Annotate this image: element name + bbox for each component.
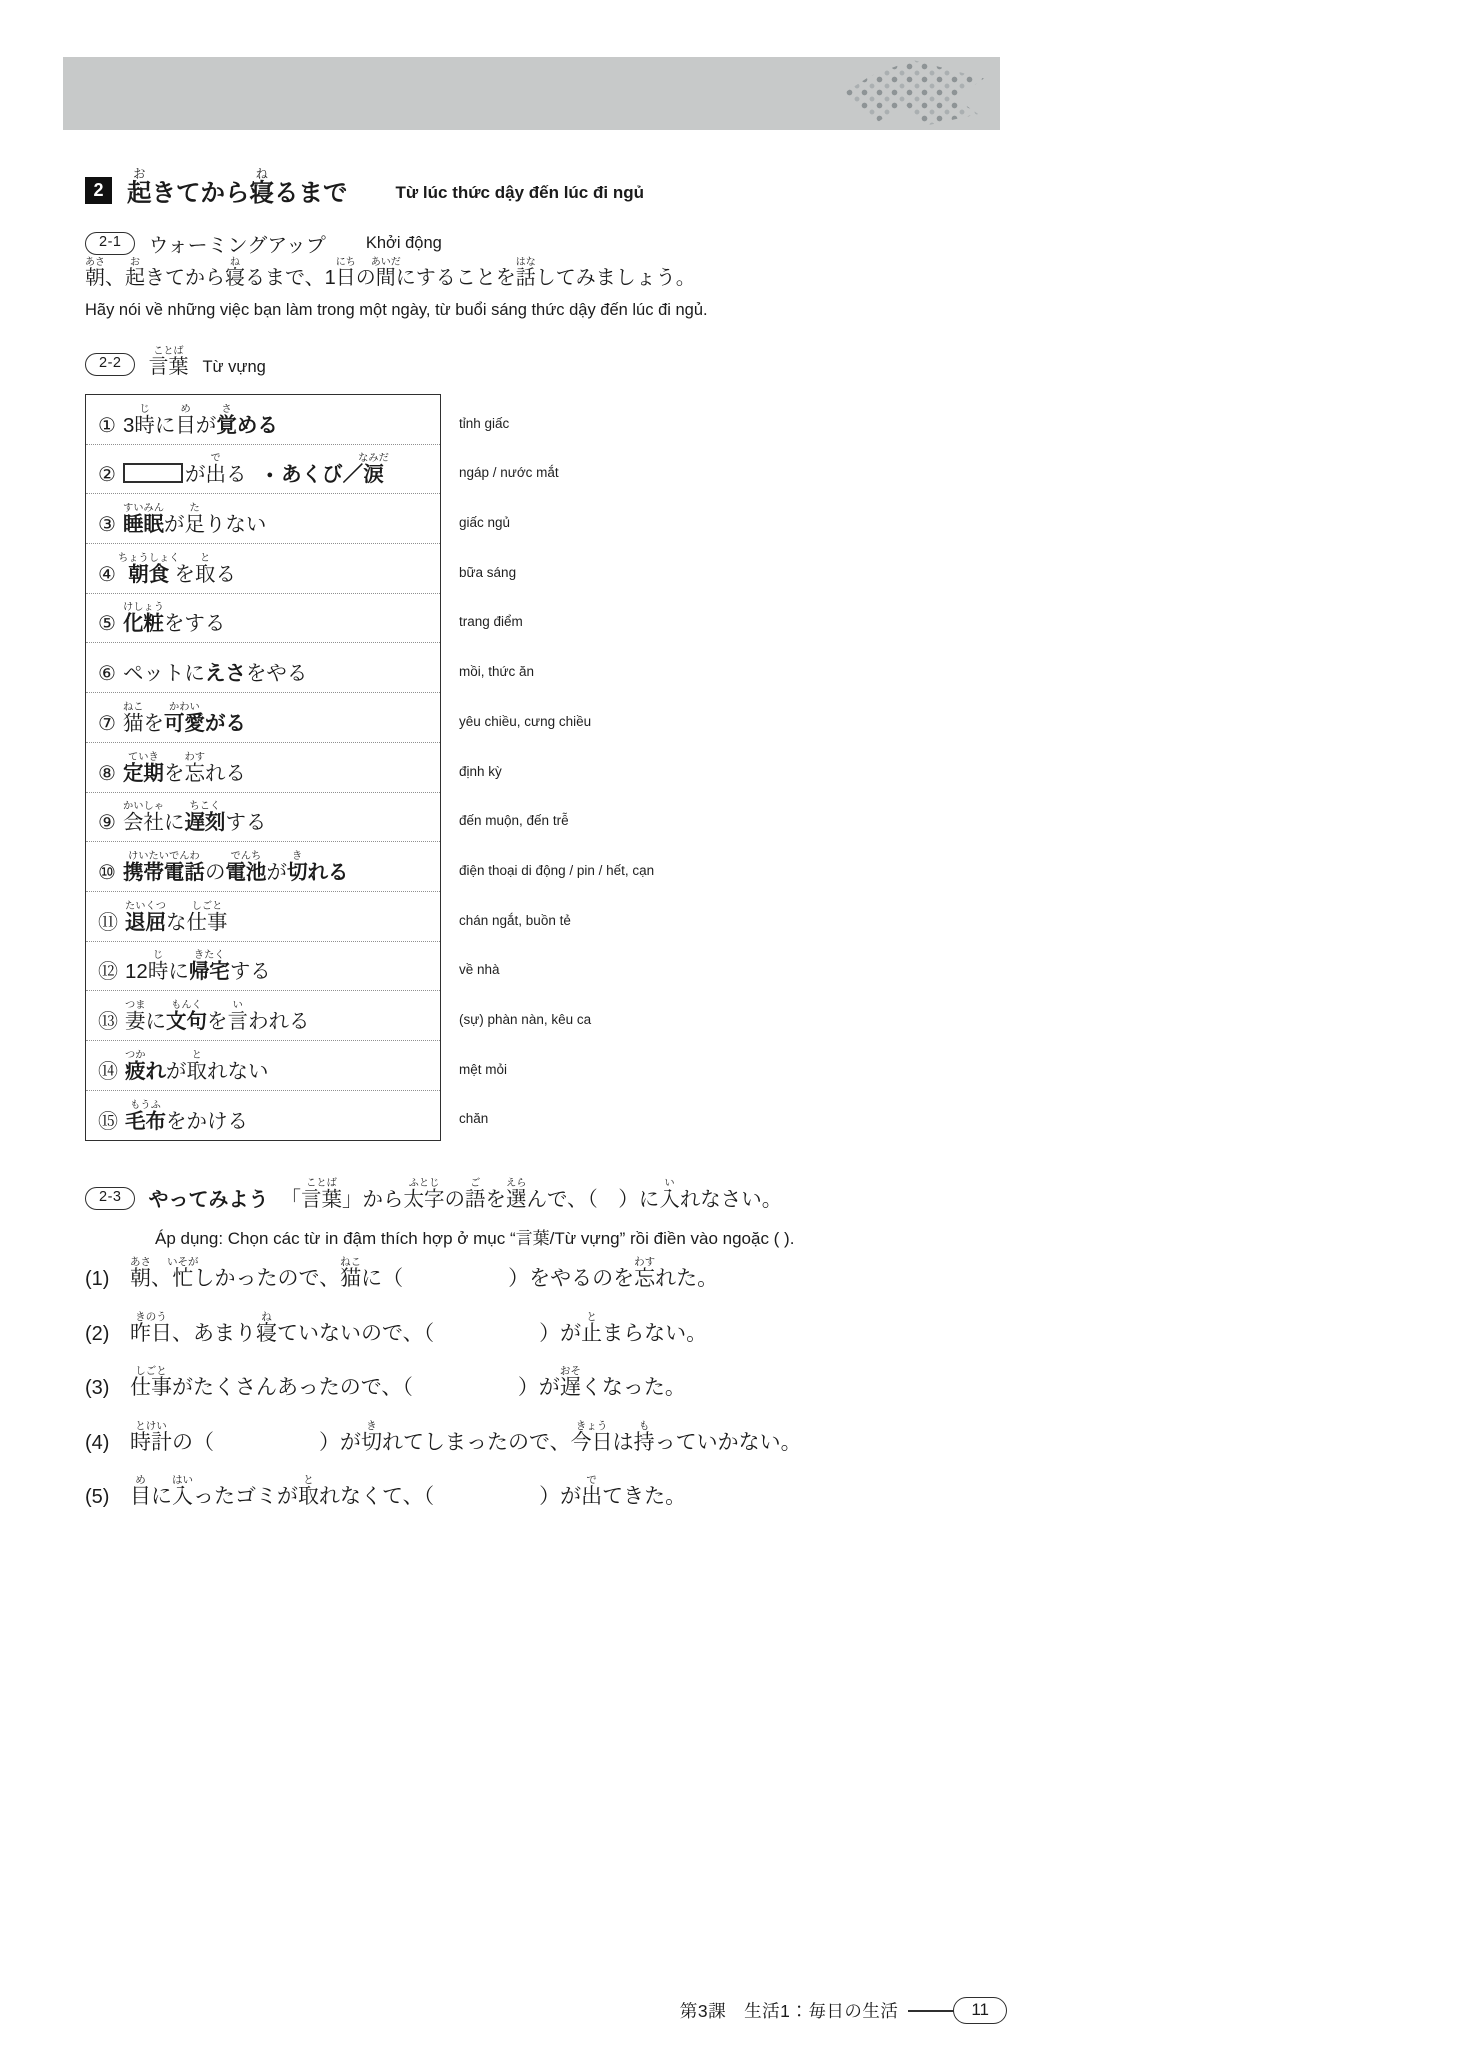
vocab-item-text: 毛布もうふをかける — [125, 1100, 248, 1134]
tag-2-2: 2-2 — [85, 353, 135, 376]
vocab-item — [86, 445, 440, 495]
footer-lesson-title: 第3課 生活1：毎日の生活 — [679, 2001, 899, 2021]
vocab-item-translation: bữa sáng — [459, 564, 517, 580]
vocab-item — [86, 594, 440, 644]
vocab-item-number: ⑤ — [98, 613, 116, 636]
vocab-item-text: 疲つかれが取とれない — [125, 1049, 269, 1083]
vocab-item-text: 12時じに帰宅きたくする — [125, 950, 271, 984]
vocab-item-text: 3時じに目めが覚さめる — [122, 403, 278, 437]
exercise-item-number: (4) — [85, 1431, 110, 1454]
vocab-item-number: ⑭ — [98, 1060, 118, 1083]
vocab-item — [86, 1091, 440, 1141]
section-number-badge: 2 — [85, 177, 112, 204]
practice-header — [85, 1178, 782, 1213]
vocab-item-translation: chăn — [459, 1111, 489, 1127]
vocab-item-translation: tỉnh giấc — [459, 415, 510, 431]
vocab-item — [86, 395, 440, 445]
vocab-item-translation: mệt mỏi — [459, 1061, 508, 1077]
exercise-list — [85, 1256, 1135, 1529]
vocab-item-number: ⑦ — [98, 712, 116, 735]
vocab-item-translation: chán ngắt, buồn tẻ — [459, 912, 571, 928]
warmup-title: ウォーミングアップ — [148, 235, 326, 257]
vocab-item-number: ⑩ — [98, 861, 116, 884]
section-title-vietnamese: Từ lúc thức dậy đến lúc đi ngủ — [395, 183, 644, 203]
vocab-header — [85, 346, 266, 379]
vocab-item-translation: về nhà — [459, 962, 500, 978]
exercise-item — [85, 1474, 1135, 1514]
header-band — [63, 57, 1000, 130]
vocab-title: 言葉ことば — [148, 346, 189, 378]
vocab-item — [86, 643, 440, 693]
vocab-item-text: 定期ていきを忘わすれる — [122, 751, 246, 785]
exercise-item-text: 時計とけいの（ ）が切きれてしまったので、今日きょうは持もっていかない。 — [130, 1419, 802, 1454]
blank-word-box — [123, 463, 183, 483]
exercise-item-number: (3) — [85, 1377, 110, 1400]
exercise-item — [85, 1365, 1135, 1405]
vocab-item-number: ③ — [98, 514, 116, 537]
practice-instruction-vi: Áp dụng: Chọn các từ in đậm thích hợp ở mục “言葉/Từ vựng” rồi điền vào ngoặc ( ). — [155, 1229, 795, 1248]
practice-title: やってみよう — [148, 1188, 269, 1211]
vocab-item — [86, 793, 440, 843]
tag-2-3: 2-3 — [85, 1187, 135, 1210]
exercise-item-text: 目めに入はいったゴミが取とれなくて、（ ）が出でてきた。 — [130, 1474, 687, 1509]
vocab-section — [85, 394, 889, 1141]
exercise-item — [85, 1420, 1135, 1460]
tag-2-1: 2-1 — [85, 232, 135, 255]
vocab-item-translation: yêu chiều, cưng chiều — [459, 713, 592, 729]
vocab-item-translation: giấc ngủ — [459, 515, 511, 531]
exercise-item — [85, 1311, 1135, 1351]
practice-instruction-jp: 「言葉ことば」から太字ふとじの語ごを選えらんで、（ ）に入いれなさい。 — [280, 1178, 783, 1211]
vocab-item — [86, 842, 440, 892]
vocab-item-number: ⑨ — [98, 812, 116, 835]
vocab-item — [86, 892, 440, 942]
vocab-item-translation: đến muộn, đến trễ — [459, 813, 569, 829]
vocab-item-number: ⑮ — [98, 1111, 118, 1134]
vocab-item — [86, 693, 440, 743]
vocab-item — [86, 991, 440, 1041]
exercise-item-text: 仕事しごとがたくさんあったので、（ ）が遅おそくなった。 — [130, 1365, 686, 1400]
vocab-item-number: ① — [98, 414, 116, 437]
vocab-item-text: 朝食ちょうしょくを取とる — [117, 552, 236, 586]
vocab-item-text: 化粧けしょうをする — [122, 602, 226, 636]
vocab-item-number: ⑪ — [98, 911, 118, 934]
exercise-item-text: 昨日きのう、あまり寝ねていないので、（ ）が止とまらない。 — [130, 1310, 708, 1345]
vocab-translations — [459, 394, 889, 1141]
vocab-item-number: ⑧ — [98, 762, 116, 785]
vocab-item — [86, 544, 440, 594]
vocab-item — [86, 1041, 440, 1091]
warmup-header — [85, 229, 442, 258]
exercise-item-number: (1) — [85, 1268, 110, 1290]
exercise-item-text: 朝あさ、忙いそがしかったので、猫ねこに（ ）をやるのを忘わすれた。 — [130, 1256, 719, 1290]
warmup-sentence-vi: Hãy nói về những việc bạn làm trong một ngày, từ buổi sáng thức dậy đến lúc đi ngủ. — [85, 301, 708, 319]
vocab-item — [86, 494, 440, 544]
exercise-item-number: (5) — [85, 1486, 110, 1509]
vocab-item-translation: ngáp / nước mắt — [459, 465, 559, 481]
dot-pattern-icon — [842, 60, 984, 126]
warmup-title-vietnamese: Khởi động — [365, 234, 442, 252]
vocab-table — [85, 394, 441, 1141]
vocab-item-text: ペットにえさをやる — [122, 662, 308, 686]
vocab-item-text: 猫ねこを可愛かわいがる — [122, 701, 246, 735]
vocab-item-number: ② — [98, 464, 116, 487]
exercise-item-number: (2) — [85, 1322, 110, 1345]
section-title: 起おきてから寝ねるまで — [127, 167, 348, 207]
page-footer — [680, 1997, 1007, 2024]
vocab-item-translation: trang điểm — [459, 614, 523, 630]
vocab-item-text: 退屈たいくつな仕事しごと — [125, 900, 228, 934]
vocab-item — [86, 942, 440, 992]
vocab-title-vietnamese: Từ vựng — [202, 358, 266, 376]
vocab-item-text: 妻つまに文句もんくを言いわれる — [125, 999, 310, 1033]
footer-rule — [908, 2010, 954, 2012]
vocab-item-text: 睡眠すいみんが足たりない — [122, 503, 267, 537]
section-header — [85, 167, 644, 208]
vocab-item — [86, 743, 440, 793]
vocab-item-translation: định kỳ — [459, 763, 502, 779]
page-number: 11 — [953, 1997, 1007, 2024]
vocab-item-translation: mồi, thức ăn — [459, 664, 535, 680]
vocab-item-number: ⑫ — [98, 961, 118, 984]
vocab-item-text: 携帯電話けいたいでんわの電池でんちが切きれる — [122, 850, 349, 884]
vocab-item-text: 会社かいしゃに遅刻ちこくする — [122, 801, 267, 835]
vocab-item-text: が出でる ● あくび／涙なみだ — [123, 463, 389, 486]
vocab-item-number: ④ — [98, 563, 116, 586]
vocab-item-translation: (sự) phàn nàn, kêu ca — [459, 1011, 592, 1027]
vocab-item-number: ⑬ — [98, 1010, 118, 1033]
vocab-item-number: ⑥ — [98, 663, 116, 686]
bullet-icon: ● — [266, 469, 274, 482]
warmup-sentence-jp: 朝あさ、起おきてから寝ねるまで、1日にちの間あいだにすることを話はなしてみましょう。 — [85, 257, 696, 289]
vocab-item-translation: điện thoại di động / pin / hết, cạn — [459, 862, 655, 878]
exercise-item — [85, 1256, 1135, 1296]
